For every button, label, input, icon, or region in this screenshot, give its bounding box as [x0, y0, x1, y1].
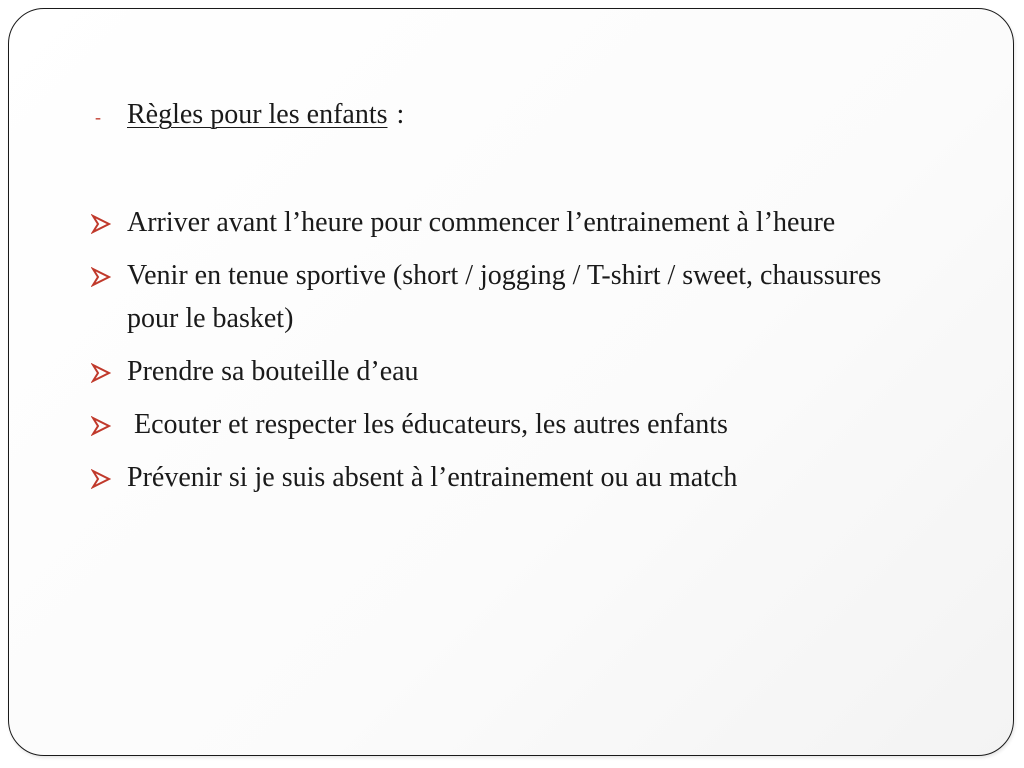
list-item [91, 456, 931, 499]
arrow-bullet-icon [91, 350, 127, 383]
bullet-text: Prendre sa bouteille d’eau [127, 356, 419, 387]
rules-list [91, 201, 931, 499]
list-item [91, 201, 931, 244]
list-item [91, 350, 931, 393]
heading-text: Règles pour les enfants [127, 99, 388, 130]
arrow-bullet-icon [91, 254, 127, 287]
heading-colon: : [396, 99, 405, 130]
arrow-bullet-icon [91, 456, 127, 489]
slide-heading [91, 93, 931, 139]
arrow-bullet-icon [91, 201, 127, 234]
dash-bullet-icon: - [95, 107, 101, 127]
arrow-bullet-icon [91, 403, 127, 436]
slide-frame [8, 8, 1014, 756]
bullet-text: Arriver avant l’heure pour commencer l’entrainement à l’heure [127, 207, 836, 238]
bullet-text: Venir en tenue sportive (short / jogging / T-shirt / sweet, chaussures pour le basket) [127, 260, 882, 334]
bullet-text: Prévenir si je suis absent à l’entrainement ou au match [127, 462, 738, 493]
bullet-text: Ecouter et respecter les éducateurs, les autres enfants [127, 409, 728, 440]
list-item [91, 254, 931, 340]
slide-content [91, 93, 931, 509]
list-item [91, 403, 931, 446]
